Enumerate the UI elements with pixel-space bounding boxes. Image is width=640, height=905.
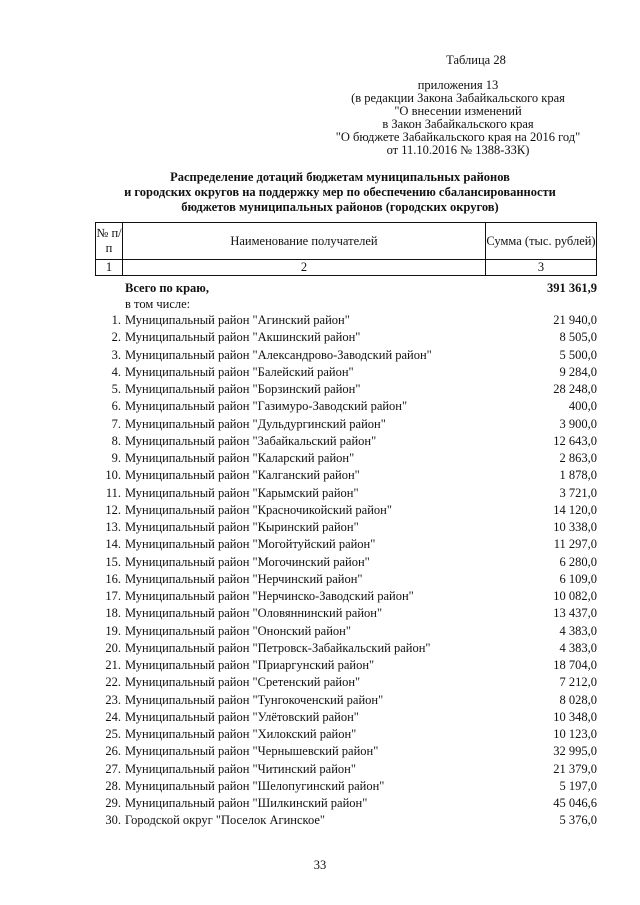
row-number: 28.	[105, 778, 121, 793]
row-number: 5.	[111, 382, 121, 396]
row-number: 16.	[105, 571, 121, 586]
table-row	[95, 571, 597, 588]
row-number: 11.	[105, 485, 121, 500]
heading-line: бюджетов муниципальных районов (городских округов)	[181, 200, 499, 214]
row-value: 28 248,0	[553, 382, 597, 396]
recipient-name: Муниципальный район "Шилкинский район"	[125, 796, 368, 810]
row-number: 7.	[111, 416, 121, 431]
row-value: 8 505,0	[559, 330, 597, 345]
row-value: 14 120,0	[553, 502, 597, 517]
row-value: 12 643,0	[553, 433, 597, 448]
row-value: 3 721,0	[559, 485, 597, 500]
row-number: 3.	[111, 347, 121, 362]
column-number: 1	[96, 260, 123, 276]
row-value: 3 900,0	[559, 416, 597, 431]
row-number: 21.	[105, 658, 121, 672]
table-row	[95, 640, 597, 657]
recipient-list	[95, 312, 597, 830]
row-value: 21 379,0	[553, 761, 597, 776]
table-row	[95, 502, 597, 519]
total-label: Всего по краю,	[125, 281, 209, 295]
recipient-name: Муниципальный район "Могойтуйский район"	[125, 537, 376, 552]
table-row	[95, 467, 597, 484]
row-value: 4 383,0	[559, 640, 597, 655]
row-number: 9.	[111, 451, 121, 465]
table-header	[95, 222, 597, 276]
recipient-name: Муниципальный район "Балейский район"	[125, 364, 354, 379]
recipient-name: Муниципальный район "Приаргунский район"	[125, 658, 375, 672]
table-row	[95, 778, 597, 795]
row-value: 1 878,0	[559, 468, 597, 483]
row-number: 8.	[111, 433, 121, 448]
table-row	[95, 554, 597, 571]
row-value: 10 338,0	[553, 520, 597, 534]
recipient-name: Муниципальный район "Ононский район"	[125, 623, 351, 638]
table-row	[95, 312, 597, 329]
row-value: 10 082,0	[553, 589, 597, 603]
row-value: 2 863,0	[559, 451, 597, 465]
annotation-line: "О бюджете Забайкальского края на 2016 год"	[335, 130, 581, 144]
row-value: 9 284,0	[559, 364, 597, 379]
row-value: 4 383,0	[559, 623, 597, 638]
table-row	[95, 795, 597, 812]
row-number: 27.	[105, 761, 121, 776]
row-value: 400,0	[568, 399, 597, 414]
row-number: 29.	[105, 796, 121, 810]
annotation-line: от 11.10.2016 № 1388-ЗЗК)	[386, 143, 530, 157]
table-row	[95, 433, 597, 450]
row-number: 26.	[105, 744, 121, 759]
table-row	[95, 709, 597, 726]
annotation-line: "О внесении изменений	[394, 104, 522, 118]
recipient-name: Муниципальный район "Улётовский район"	[125, 709, 359, 724]
row-value: 10 123,0	[553, 727, 597, 741]
table-row	[95, 623, 597, 640]
recipient-name: Муниципальный район "Петровск-Забайкальский район"	[125, 640, 431, 655]
table-row	[95, 657, 597, 674]
table-row	[95, 726, 597, 743]
header-sum: Сумма (тыс. рублей)	[486, 223, 597, 260]
table-row	[95, 347, 597, 364]
table-row	[95, 812, 597, 829]
table-row	[95, 329, 597, 346]
row-number: 20.	[105, 640, 121, 655]
row-number: 15.	[105, 554, 121, 569]
table-row	[95, 416, 597, 433]
row-number: 6.	[111, 399, 121, 414]
row-number: 17.	[105, 589, 121, 603]
recipient-name: Муниципальный район "Тунгокоченский район"	[125, 692, 384, 707]
table-row	[95, 588, 597, 605]
row-number: 4.	[111, 364, 121, 379]
row-number: 12.	[105, 502, 121, 517]
row-value: 6 109,0	[559, 571, 597, 586]
table-row	[95, 692, 597, 709]
heading-line: Распределение дотаций бюджетам муниципальных районов	[170, 170, 510, 184]
table-number: Таблица 28	[446, 53, 506, 67]
row-value: 11 297,0	[553, 537, 597, 552]
heading-line: и городских округов на поддержку мер по обеспечению сбалансированности	[124, 185, 556, 199]
annotation-line: приложения 13	[417, 78, 499, 92]
row-value: 21 940,0	[553, 313, 597, 327]
annotation-line: (в редакции Закона Забайкальского края	[351, 91, 565, 105]
recipient-name: Муниципальный район "Красночикойский район"	[125, 502, 392, 517]
table-row	[95, 536, 597, 553]
recipient-name: Муниципальный район "Борзинский район"	[125, 382, 361, 396]
row-value: 5 500,0	[559, 347, 597, 362]
row-number: 23.	[105, 692, 121, 707]
row-value: 18 704,0	[553, 658, 597, 672]
recipient-name: Муниципальный район "Нерчинско-Заводский район"	[125, 589, 414, 603]
recipient-name: Муниципальный район "Агинский район"	[125, 313, 350, 327]
table-row	[95, 605, 597, 622]
recipient-name: Муниципальный район "Александрово-Заводский район"	[125, 347, 432, 362]
row-number: 25.	[105, 727, 121, 741]
row-value: 45 046,6	[553, 796, 597, 810]
table-row	[95, 519, 597, 536]
recipient-name: Городской округ "Поселок Агинское"	[125, 813, 326, 828]
table-row	[95, 743, 597, 760]
recipient-name: Муниципальный район "Чернышевский район"	[125, 744, 379, 759]
appendix-annotation	[300, 54, 616, 157]
recipient-name: Муниципальный район "Забайкальский район"	[125, 433, 377, 448]
page-number: 33	[313, 858, 327, 872]
annotation-line: в Закон Забайкальского края	[382, 117, 534, 131]
header-recipient-name: Наименование получателей	[123, 223, 486, 260]
header-number: № п/п	[96, 223, 123, 260]
table-row	[95, 398, 597, 415]
recipient-name: Муниципальный район "Оловяннинский район"	[125, 606, 383, 621]
row-value: 7 212,0	[559, 675, 597, 690]
recipient-name: Муниципальный район "Могочинский район"	[125, 554, 370, 569]
row-value: 5 197,0	[559, 778, 597, 793]
table-body	[95, 280, 597, 830]
subtotal-label: в том числе:	[125, 297, 191, 311]
row-number: 1.	[111, 313, 121, 327]
recipient-name: Муниципальный район "Карымский район"	[125, 485, 359, 500]
total-value: 391 361,9	[547, 281, 597, 295]
recipient-name: Муниципальный район "Нерчинский район"	[125, 571, 363, 586]
table-row	[95, 485, 597, 502]
row-value: 5 376,0	[559, 813, 597, 828]
row-number: 18.	[105, 606, 121, 621]
table-row	[95, 761, 597, 778]
document-heading	[90, 170, 590, 215]
column-number: 3	[486, 260, 597, 276]
row-value: 10 348,0	[553, 709, 597, 724]
row-value: 32 995,0	[553, 744, 597, 759]
recipient-name: Муниципальный район "Читинский район"	[125, 761, 356, 776]
table-row	[95, 381, 597, 398]
row-number: 19.	[105, 623, 121, 638]
row-number: 24.	[105, 709, 121, 724]
recipient-name: Муниципальный район "Сретенский район"	[125, 675, 361, 690]
recipient-name: Муниципальный район "Дульдургинский район"	[125, 416, 386, 431]
recipient-name: Муниципальный район "Кыринский район"	[125, 520, 359, 534]
recipient-name: Муниципальный район "Газимуро-Заводский район"	[125, 399, 408, 414]
row-number: 22.	[105, 675, 121, 690]
total-row	[95, 280, 597, 296]
row-number: 2.	[111, 330, 121, 345]
recipient-name: Муниципальный район "Хилокский район"	[125, 727, 357, 741]
row-number: 10.	[105, 468, 121, 483]
column-number: 2	[123, 260, 486, 276]
recipient-name: Муниципальный район "Калганский район"	[125, 468, 360, 483]
recipient-name: Муниципальный район "Каларский район"	[125, 451, 355, 465]
row-number: 13.	[105, 520, 121, 534]
subtotal-row	[95, 296, 597, 312]
recipient-name: Муниципальный район "Шелопугинский район"	[125, 778, 385, 793]
row-number: 14.	[105, 537, 121, 552]
row-value: 8 028,0	[559, 692, 597, 707]
row-number: 30.	[105, 813, 121, 828]
row-value: 13 437,0	[553, 606, 597, 621]
row-value: 6 280,0	[559, 554, 597, 569]
table-row	[95, 674, 597, 691]
table-row	[95, 364, 597, 381]
recipient-name: Муниципальный район "Акшинский район"	[125, 330, 361, 345]
table-row	[95, 450, 597, 467]
